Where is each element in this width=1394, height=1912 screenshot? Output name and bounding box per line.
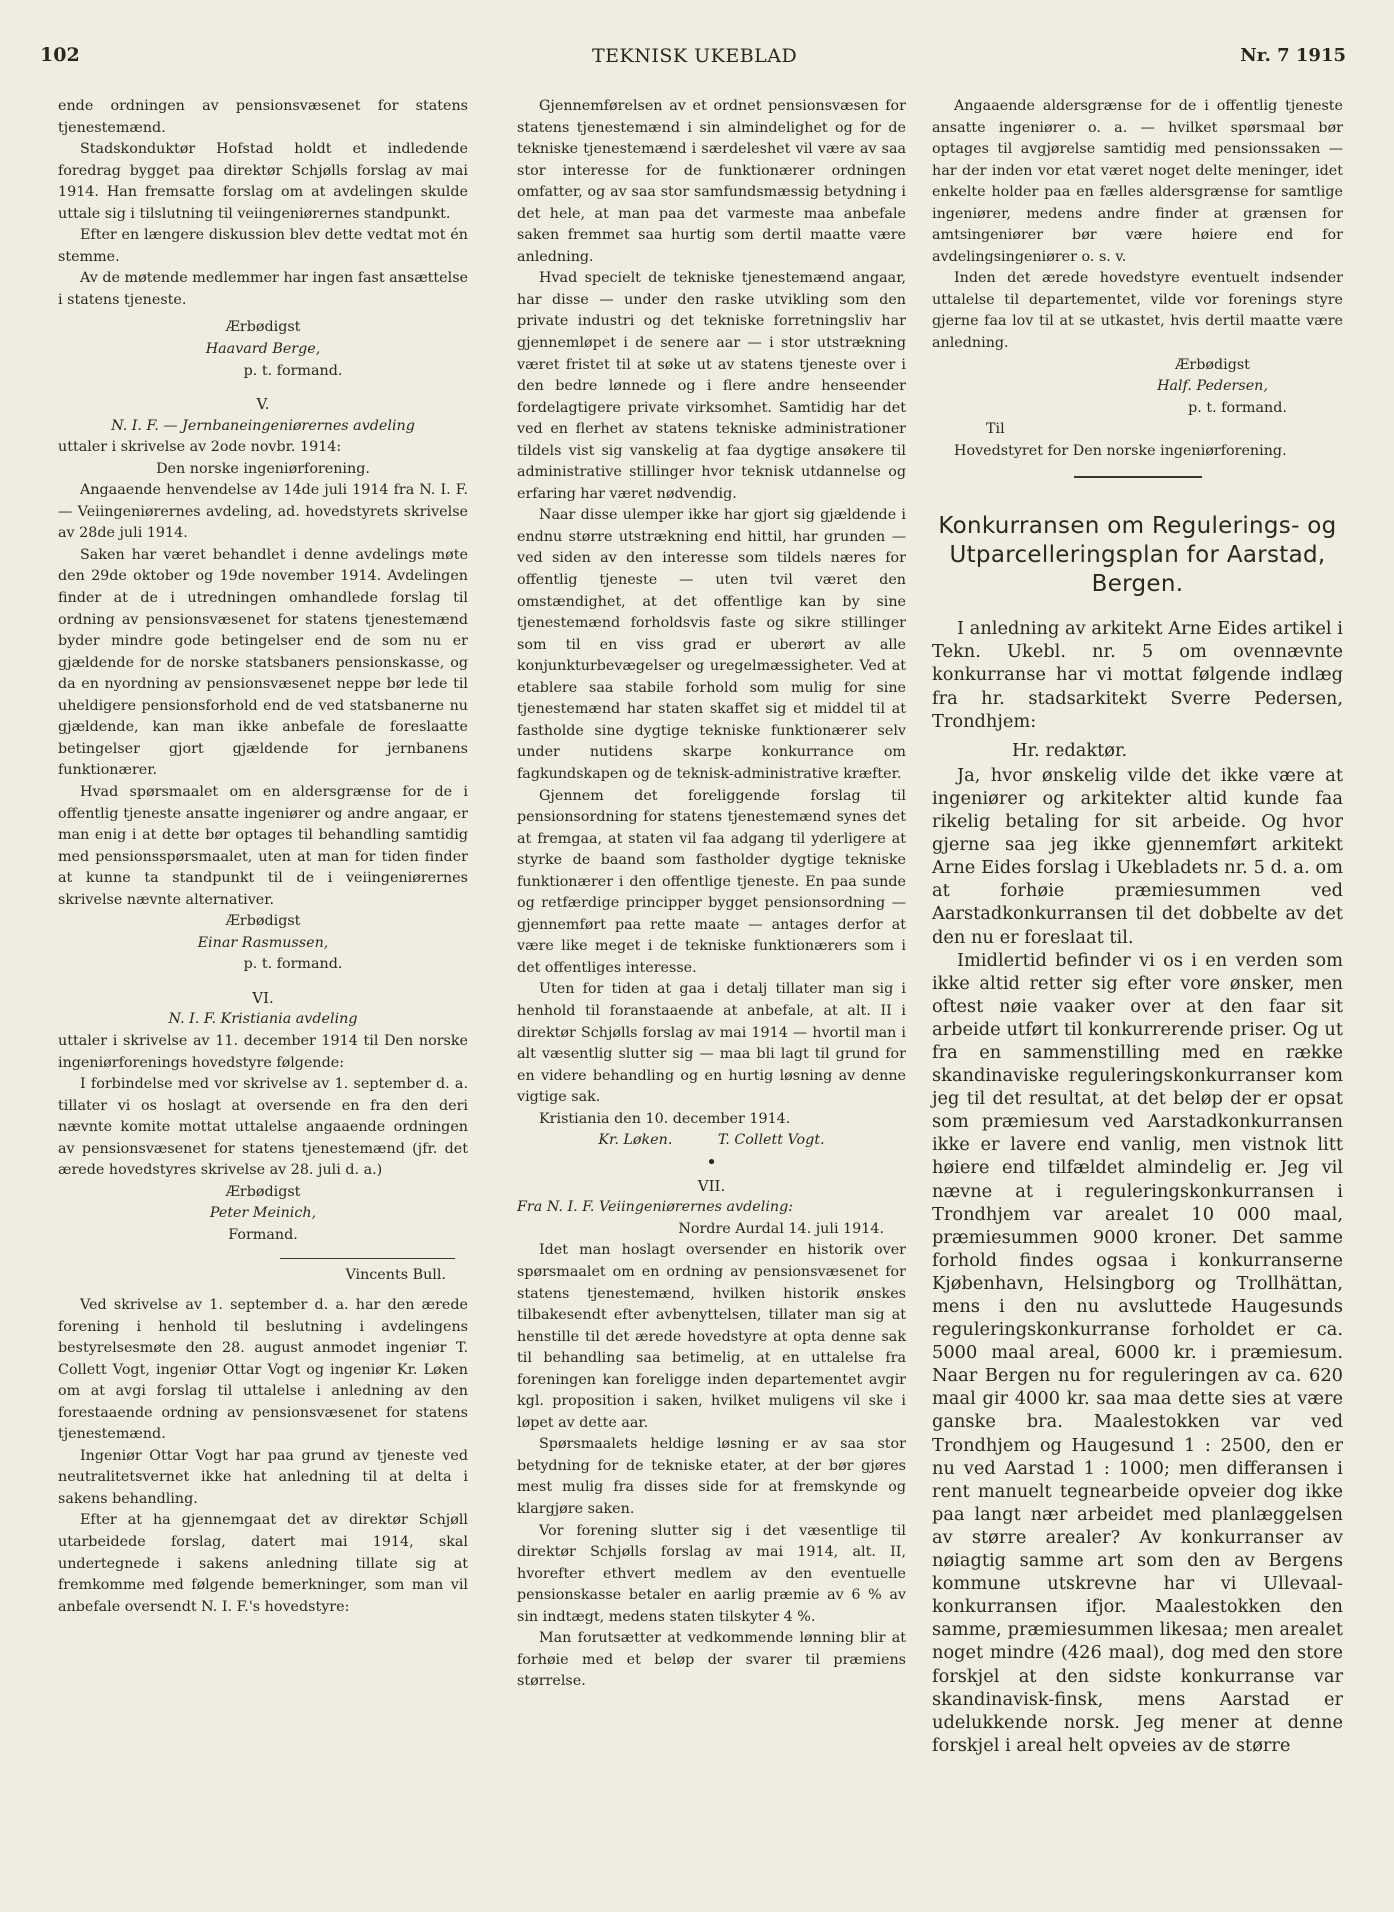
paragraph: Efter en længere diskussion blev dette vedtat mot én stemme. <box>58 227 468 265</box>
signature-name: Haavard Berge, <box>205 341 321 358</box>
signature-name: Einar Rasmussen, <box>197 934 329 951</box>
paragraph: Naar disse ulemper ikke har gjort sig gjældende i endnu større utstrækning end hittil, har grunden — ved siden av den interesse som tildels næres for offentlig tjeneste — uten tvil været den omstændighet, at det offentlige kan by sine tjenestemænd forholdsvis faste og sikre stillinger som til en viss grad er uberørt av alle konjunkturbevægelser og uregelmæssigheter. Ved at etablere saa stabile forhold som mulig for sine tjenestemænd har staten skaffet sig et middel til at fastholde sine dygtige tekniske funktionærer selv under nutidens skarpe konkurrance om fagkundskapen og de teknisk-administrative kræfter. <box>517 507 906 782</box>
signers: Kr. Løken. T. Collett Vogt. <box>598 1132 825 1149</box>
paragraph: Idet man hoslagt oversender en historik over spørsmaalet om en ordning av pensionsvæsenet for statens tjenestemænd, hvilken historik ønskes tilbakesendt efter avbenyttelsen, tillater man sig at henstille til det ærede hovedstyre at opta denne sak til behandling saa betimelig, at en uttalelse fra foreningen kan foreligge inden departementet avgir kgl. proposition i saken, hvilket muligens vil ske i løpet av dette aar. <box>517 1242 906 1431</box>
secretary-name: Vincents Bull. <box>345 1267 446 1284</box>
section-date: Nordre Aurdal 14. juli 1914. <box>678 1220 884 1237</box>
signature-title: p. t. formand. <box>243 362 343 379</box>
paragraph: Ved skrivelse av 1. september d. a. har den ærede forening i henhold til beslutning i avdelingens bestyrelsesmøte den 28. august anmodet ingeniør T. Collett Vogt, ingeniør Ottar Vogt og ingeniør Kr. Løken om at avgi forslag til uttalelse i anledning av den forestaaende ordning av pensionsvæsenet for statens tjenestemænd. <box>58 1296 468 1443</box>
paragraph: Av de møtende medlemmer har ingen fast ansættelse i statens tjeneste. <box>58 270 468 308</box>
column-1 <box>58 96 468 1618</box>
ornament-dot: • <box>706 1151 717 1173</box>
issue-number: Nr. 7 1915 <box>1240 45 1346 66</box>
signature-greeting: Ærbødigst <box>1175 356 1250 373</box>
section-heading: N. I. F. — Jernbaneingeniørernes avdeling <box>111 417 415 434</box>
paragraph: Ingeniør Ottar Vogt har paa grund av tjeneste ved neutralitetsvernet ikke hat anledning til at delta i sakens behandling. <box>58 1447 468 1507</box>
paragraph: Imidlertid befinder vi os i en verden som ikke altid retter sig efter vore ønsker, men oftest nøie vaaker over at den faar sit arbeide utført til konkurrerende priser. Og ut fra en sammenstilling med en række skandinaviske reguleringskonkurranser kom jeg til det resultat, at det beløp der er opsat som præmiesum ved Aarstadkonkurransen ikke er lavere end vanlig, men vistnok litt høiere end tilfældet almindelig er. Jeg vil nævne at i reguleringskonkurransen i Trondhjem var arealet 10 000 maal, præmiesummen 9000 kroner. Det samme forhold findes ogsaa i konkurranserne Kjøbenhavn, Helsingborg og Trollhättan, mens i den nu avsluttede Haugesunds reguleringskonkurranse forholdet er ca. 5000 maal areal, 6000 kr. i præmiesum. Naar Bergen nu for reguleringen av ca. 620 maal gir 4000 kr. saa maa dette sies at være ganske bra. Maalestokken var ved Trondhjem og Haugesund 1 : 2500, den er nu ved Aarstad 1 : 1000; men differansen i rent manuelt tegnearbeide opveier dog ikke paa langt nær arbeidet med planlæggelsen av større arealer? Av konkurranser av nøiagtig samme art som den av Bergens kommune utskrevne har vi Ullevaal-konkurransen ifjor. Maalestokken den samme, præmiesummen likesaa; men arealet noget mindre (426 maal), dog med den store forskjel at den sidste konkurranse var skandinavisk-finsk, mens Aarstad er udelukkende norsk. Jeg mener at denne forskjel i areal helt opveies av de større <box>932 949 1343 1756</box>
column-3 <box>932 96 1343 1757</box>
paragraph: Spørsmaalets heldige løsning er av saa stor betydning for de tekniske etater, at der bør gjøres mest mulig fra disses side for at fremskynde og klargjøre saken. <box>517 1436 906 1517</box>
paragraph: Inden det ærede hovedstyre eventuelt indsender uttalelse til departementet, vilde vor forenings styre gjerne faa lov til at se utkastet, hvis dertil maatte være anledning. <box>932 270 1343 352</box>
signature-greeting: Ærbødigst <box>225 1183 301 1200</box>
journal-title: TEKNISK UKEBLAD <box>592 45 798 67</box>
divider <box>280 1258 455 1259</box>
signature-greeting: Ærbødigst <box>225 319 301 336</box>
paragraph: Gjennemførelsen av et ordnet pensionsvæsen for statens tjenestemænd i sin almindelighet og for de tekniske tjenestemænd i særdeleshet vil være av saa stor interesse for de funktionærer ordningen omfatter, og av saa stor samfundsmæssig betydning i det hele, at man paa det varmeste maa anbefale saken fremmet saa hurtig som dertil maatte være anledning. <box>517 98 906 265</box>
page-number: 102 <box>40 44 80 66</box>
section-number: VII. <box>697 1176 726 1195</box>
paragraph: Hvad spørsmaalet om en aldersgrænse for de i offentlig tjeneste ansatte ingeniører og andre angaar, er man enig i at dette bør optages til behandling samtidig med pensionsspørsmaalet, uten at man for tiden finder at kunne ta standpunkt til de i veiingeniørernes skrivelse nævnte alternativer. <box>58 783 468 908</box>
signature-name: Half. Pedersen, <box>1157 378 1268 395</box>
section-number: VI. <box>252 988 274 1007</box>
recipient-to: Til <box>986 421 1005 438</box>
signature-name: Peter Meinich, <box>209 1205 317 1222</box>
paragraph: I forbindelse med vor skrivelse av 1. september d. a. tillater vi os hoslagt at oversende en fra den deri nævnte komite mottat uttalelse angaaende ordningen av pensionsvæsenet for statens tjenestemænd (jfr. det ærede hovedstyres skrivelse av 28. juli d. a.) <box>58 1076 468 1179</box>
signature-greeting: Ærbødigst <box>225 913 301 930</box>
paragraph: Gjennem det foreliggende forslag til pensionsordning for statens tjenestemænd synes det at fremgaa, at staten vil faa adgang til yderligere at styrke de baand som fastholder dygtige tekniske funktionærer i den offentlige tjeneste. En paa sunde og retfærdige principper bygget pensionsordning — gjennemført paa rette maate — antages derfor at være like meget i de tekniske funktionærers som i det offentliges interesse. <box>517 787 906 976</box>
article-body <box>932 617 1343 1757</box>
paragraph: Efter at ha gjennemgaat det av direktør Schjøll utarbeidede forslag, datert mai 1914, skal undertegnede i sakens anledning tillate sig at fremkomme med følgende bemerkninger, som man vil anbefale oversendt N. I. F.'s hovedstyre: <box>58 1512 468 1615</box>
section-heading: N. I. F. Kristiania avdeling <box>168 1011 358 1028</box>
section-heading: Fra N. I. F. Veiingeniørernes avdeling: <box>517 1199 794 1216</box>
dateline: Kristiania den 10. december 1914. <box>539 1110 791 1127</box>
paragraph: Vor forening slutter sig i det væsentlige til direktør Schjølls forslag av mai 1914, alt. II, hvorefter ethvert medlem av den eventuelle pensionskasse betaler en aarlig præmie av 6 % av sin indtægt, medens staten tilskyter 4 %. <box>517 1522 906 1625</box>
address-line: Den norske ingeniørforening. <box>156 460 370 477</box>
paragraph: Hvad specielt de tekniske tjenestemænd angaar, har disse — under den raske utvikling som den private industri og det tekniske forretningsliv har gjennemløpet i de senere aar — i stor utstrækning været fristet til at søke ut av statens tjeneste over i den bedre lønnede og i flere andre henseender fordelagtigere private virksomhet. Samtidig har det ved en flerhet av statens tekniske administrationer tildels vist sig vanskelig at faa dygtige ansøkere til administrative stillinger hvor teknisk utdannelse og erfaring har været nødvendig. <box>517 270 906 502</box>
divider <box>1074 476 1202 478</box>
salutation: Hr. redaktør. <box>1012 739 1128 761</box>
column-2 <box>517 96 906 1693</box>
article-title: Konkurransen om Regulerings- og Utparcelleringsplan for Aarstad, Bergen. <box>938 513 1337 598</box>
paragraph: uttaler i skrivelse av 11. december 1914 til Den norske ingeniørforenings hovedstyre følgende: <box>58 1032 468 1071</box>
paragraph: ende ordningen av pensionsvæsenet for statens tjenestemænd. <box>58 98 468 136</box>
paragraph: Ja, hvor ønskelig vilde det ikke være at ingeniører og arkitekter altid kunde faa rikelig betaling for sit arbeide. Og hvor gjerne saa jeg ikke gjennemført arkitekt Arne Eides forslag i Ukebladets nr. 5 d. a. om at forhøie præmiesummen ved Aarstadkonkurransen til det dobbelte av det den nu er foreslaat til. <box>932 764 1343 948</box>
paragraph: Angaaende henvendelse av 14de juli 1914 fra N. I. F. — Veiingeniørernes avdeling, ad. hovedstyrets skrivelse av 28de juli 1914. <box>58 482 468 542</box>
section-number: V. <box>256 395 270 414</box>
signature-title: p. t. formand. <box>243 956 343 973</box>
signature-title: Formand. <box>228 1226 298 1243</box>
paragraph: Saken har været behandlet i denne avdelings møte den 29de oktober og 19de november 1914. Avdelingen finder at de i utredningen omhandlede forslag til ordning av pensionsvæsenet for statens tjenestemænd byder mindre gode betingelser end de som nu er gjældende for de norske statsbaners pensionskasse, og da en nyordning av pensionsvæsenet neppe bør lede til uheldigere pensionsforhold end de ved statsbanerne nu gjældende, kan man ikke anbefale de foreslaatte betingelser gjort gjældende for jernbanens funktionærer. <box>58 546 468 779</box>
paragraph: Uten for tiden at gaa i detalj tillater man sig i henhold til foranstaaende at anbefale, at alt. II i direktør Schjølls forslag av mai 1914 — hvortil man i alt væsentlig slutter sig — maa bli lagt til grund for en videre behandling og en hurtig løsning av denne vigtige sak. <box>517 981 906 1106</box>
paragraph: uttaler i skrivelse av 2ode novbr. 1914: <box>58 439 342 456</box>
paragraph: Angaaende aldersgrænse for de i offentlig tjeneste ansatte ingeniører o. a. — hvilket spørsmaal bør optages til avgjørelse samtidig med pensionssaken — har der inden vor etat været noget delte meninger, idet enkelte holder paa en fælles aldersgrænse for samtlige ingeniører, medens andre finder at grænsen for amtsingeniører bør være høiere end for avdelingsingeniører o. s. v. <box>932 98 1343 265</box>
paragraph: Stadskonduktør Hofstad holdt et indledende foredrag bygget paa direktør Schjølls forslag av mai 1914. Han fremsatte forslag om at avdelingen skulde uttale sig i tilslutning til veiingeniørernes standpunkt. <box>58 141 468 222</box>
signature-title: p. t. formand. <box>1188 399 1287 416</box>
paragraph: I anledning av arkitekt Arne Eides artikel i Tekn. Ukebl. nr. 5 om ovennævnte konkurranse har vi mottat følgende indlæg fra hr. stadsarkitekt Sverre Pedersen, Trondhjem: <box>932 618 1343 732</box>
recipient: Hovedstyret for Den norske ingeniørforening. <box>954 442 1287 459</box>
paragraph: Man forutsætter at vedkommende lønning blir at forhøie med et beløp der svarer til præmiens størrelse. <box>517 1630 906 1690</box>
